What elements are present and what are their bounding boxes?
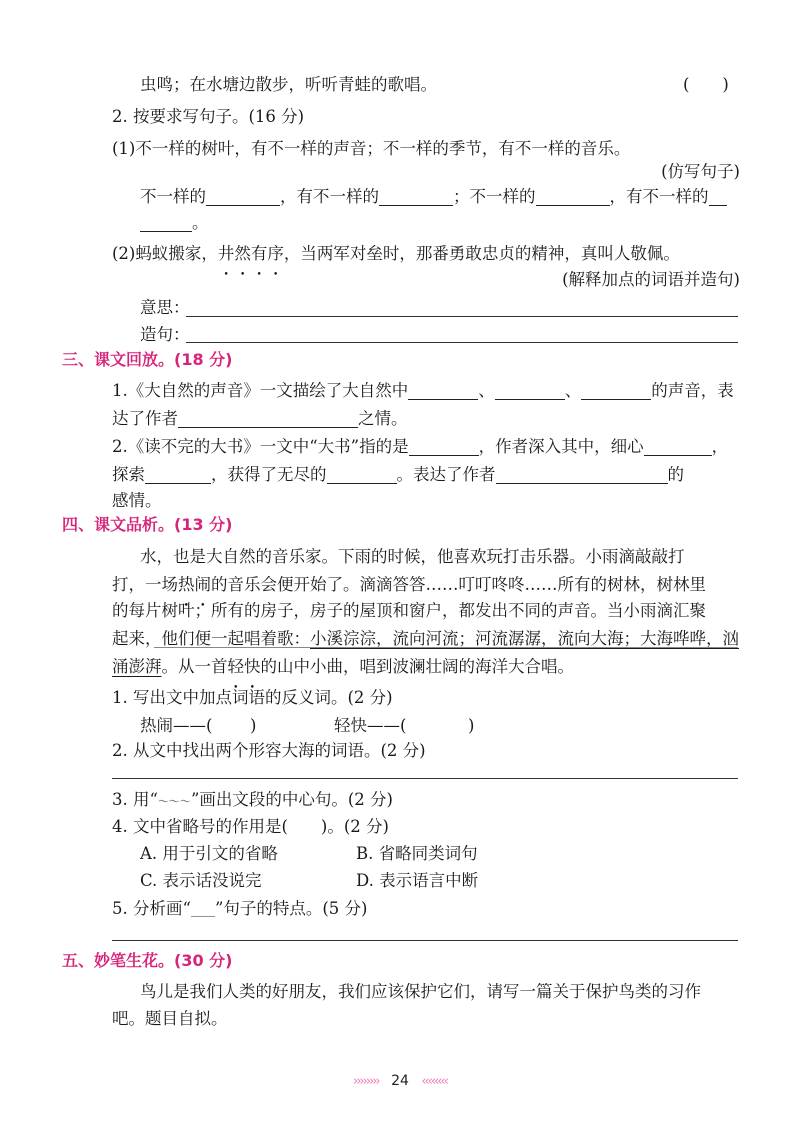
passage-line-5: 涌澎湃。从一首轻快的山中小曲，唱到波澜壮阔的海洋大合唱。 — [112, 653, 574, 681]
sec4-q5: 5. 分析画“____”句子的特点。(5 分) — [112, 899, 368, 918]
q2-s1-fill-line-2: 。 — [140, 209, 209, 237]
dotted-char: 井 — [217, 244, 235, 263]
sec4-q2-answer-line[interactable] — [112, 778, 738, 779]
option-d[interactable]: D. 表示语言中断 — [356, 871, 479, 890]
passage-line-4: 起来，他们便一起唱着歌：小溪淙淙，流向河流；河流潺潺，流向大海；大海哗哗，汹 — [112, 629, 739, 648]
q2-s2-hint: (解释加点的词语并造句) — [562, 270, 740, 289]
option-b[interactable]: B. 省略同类词句 — [356, 844, 478, 863]
antonym-2-close: ) — [468, 716, 475, 735]
sec3-item-1-line-2: 达了作者 之情。 — [112, 409, 408, 428]
sentence-answer-line[interactable] — [186, 342, 738, 343]
dotted-char: 序 — [267, 244, 284, 263]
q1-tail-line — [140, 71, 437, 99]
q2-s1-blank-4b[interactable] — [140, 211, 192, 232]
passage-underline-2 — [154, 647, 738, 648]
q1-tail-answer-paren[interactable]: ( ) — [683, 75, 729, 94]
sec3-i2-blank-4[interactable] — [327, 463, 397, 484]
sec4-q5-answer-line[interactable] — [112, 940, 738, 941]
q1-tail-text: 虫鸣；在水塘边散步，听听青蛙的歌唱。 — [140, 75, 437, 94]
passage-line-3: 的每片树叶；所有的房子，房子的屋顶和窗户，都发出不同的声音。当小雨滴汇聚 — [112, 601, 706, 620]
left-arrows-decoration: ›››››››› — [353, 1074, 379, 1089]
antonym-1-close: ) — [250, 716, 257, 735]
sec3-i2-blank-3[interactable] — [145, 463, 211, 484]
dotted-char: 闹 — [194, 575, 211, 594]
right-arrows-decoration: ‹‹‹‹‹‹‹‹ — [421, 1074, 447, 1089]
sec4-q2: 2. 从文中找出两个形容大海的词语。(2 分) — [112, 741, 426, 760]
passage-line-2: 打，一场热闹的音乐会便开始了。滴滴答答……叮叮咚咚……所有的树林，树林里 — [112, 571, 706, 599]
antonym-2-answer[interactable] — [412, 712, 462, 736]
page-footer — [0, 1073, 800, 1089]
option-c[interactable]: C. 表示话没说完 — [140, 871, 262, 890]
antonym-1-answer[interactable] — [216, 712, 246, 736]
sec4-q1: 1. 写出文中加点词语的反义词。(2 分) — [112, 688, 393, 707]
q2-heading: 2. 按要求写句子。(16 分) — [112, 107, 305, 126]
meaning-label: 意思： — [140, 298, 190, 317]
page-number: 24 — [391, 1073, 409, 1089]
sec5-prompt-line-2: 吧。题目自拟。 — [112, 1009, 228, 1028]
dotted-char: 然 — [234, 244, 251, 263]
sec3-i2-blank-2[interactable] — [644, 435, 712, 456]
antonym-1-label: 热闹——( — [140, 716, 213, 735]
section-5-title: 五、妙笔生花。(30 分) — [62, 951, 233, 970]
meaning-answer-line[interactable] — [186, 316, 738, 317]
sec3-i1-blank-1[interactable] — [408, 379, 478, 400]
sec3-i2-blank-1[interactable] — [409, 435, 479, 456]
sec3-item-2-line-1: 2.《读不完的大书》一文中“大书”指的是 ，作者深入其中，细心 ， — [112, 437, 729, 456]
sentence-label: 造句： — [140, 325, 190, 344]
q2-s1-blank-2[interactable] — [379, 185, 453, 206]
q2-s1-blank-1[interactable] — [206, 185, 280, 206]
sec3-i2-blank-5[interactable] — [496, 463, 668, 484]
q2-s1-hint: (仿写句子) — [661, 162, 740, 181]
sec5-prompt-line-1: 鸟儿是我们人类的好朋友，我们应该保护它们，请写一篇关于保护鸟类的习作 — [140, 982, 701, 1001]
dotted-char: 快 — [244, 657, 261, 676]
option-a[interactable]: A. 用于引文的省略 — [140, 844, 278, 863]
q2-s1-fill-line: 不一样的 ，有不一样的 ；不一样的 ，有不一样的 — [140, 183, 727, 211]
q2-s2-sentence: (2)蚂蚁搬家，井然有序，当两军对垒时，那番勇敢忠贞的精神，真叫人敬佩。 — [112, 240, 680, 268]
dotted-char: 有 — [250, 244, 268, 263]
dotted-char: 轻 — [227, 657, 244, 676]
sec3-item-2-line-2: 探索 ，获得了无尽的 。表达了作者 的 — [112, 465, 684, 484]
sec4-q4: 4. 文中省略号的作用是( )。(2 分) — [112, 817, 389, 836]
underlined-sentence: 小溪淙淙，流向河流；河流潺潺，流向大海；大海哗哗，汹 — [310, 629, 739, 648]
section-4-title: 四、课文品析。(13 分) — [62, 515, 233, 534]
sec3-i1-blank-4[interactable] — [178, 407, 358, 428]
dotted-char: 热 — [178, 575, 195, 594]
q2-s1-blank-3[interactable] — [536, 185, 610, 206]
straight-line-symbol: ____ — [190, 903, 215, 917]
sec4-q3: 3. 用“～～～”画出文段的中心句。(2 分) — [112, 790, 393, 809]
section-3-title: 三、课文回放。(18 分) — [62, 350, 233, 369]
q2-s1-blank-4a[interactable] — [709, 185, 727, 206]
sec3-item-1-line-1: 1.《大自然的声音》一文描绘了大自然中 、 、 的声音，表 — [112, 381, 734, 400]
antonym-2-label: 轻快——( — [334, 716, 407, 735]
underlined-sentence-end: 涌澎湃 — [112, 657, 162, 676]
q2-s1-sentence: (1)不一样的树叶，有不一样的声音；不一样的季节，有不一样的音乐。 — [112, 139, 631, 158]
sec3-i1-blank-2[interactable] — [495, 379, 565, 400]
passage-line-1: 水，也是大自然的音乐家。下雨的时候，他喜欢玩打击乐器。小雨滴敲敲打 — [140, 547, 685, 566]
sec3-item-2-line-3: 感情。 — [112, 491, 162, 510]
wavy-line-symbol: ～～～ — [157, 795, 191, 808]
sec3-i1-blank-3[interactable] — [581, 379, 651, 400]
